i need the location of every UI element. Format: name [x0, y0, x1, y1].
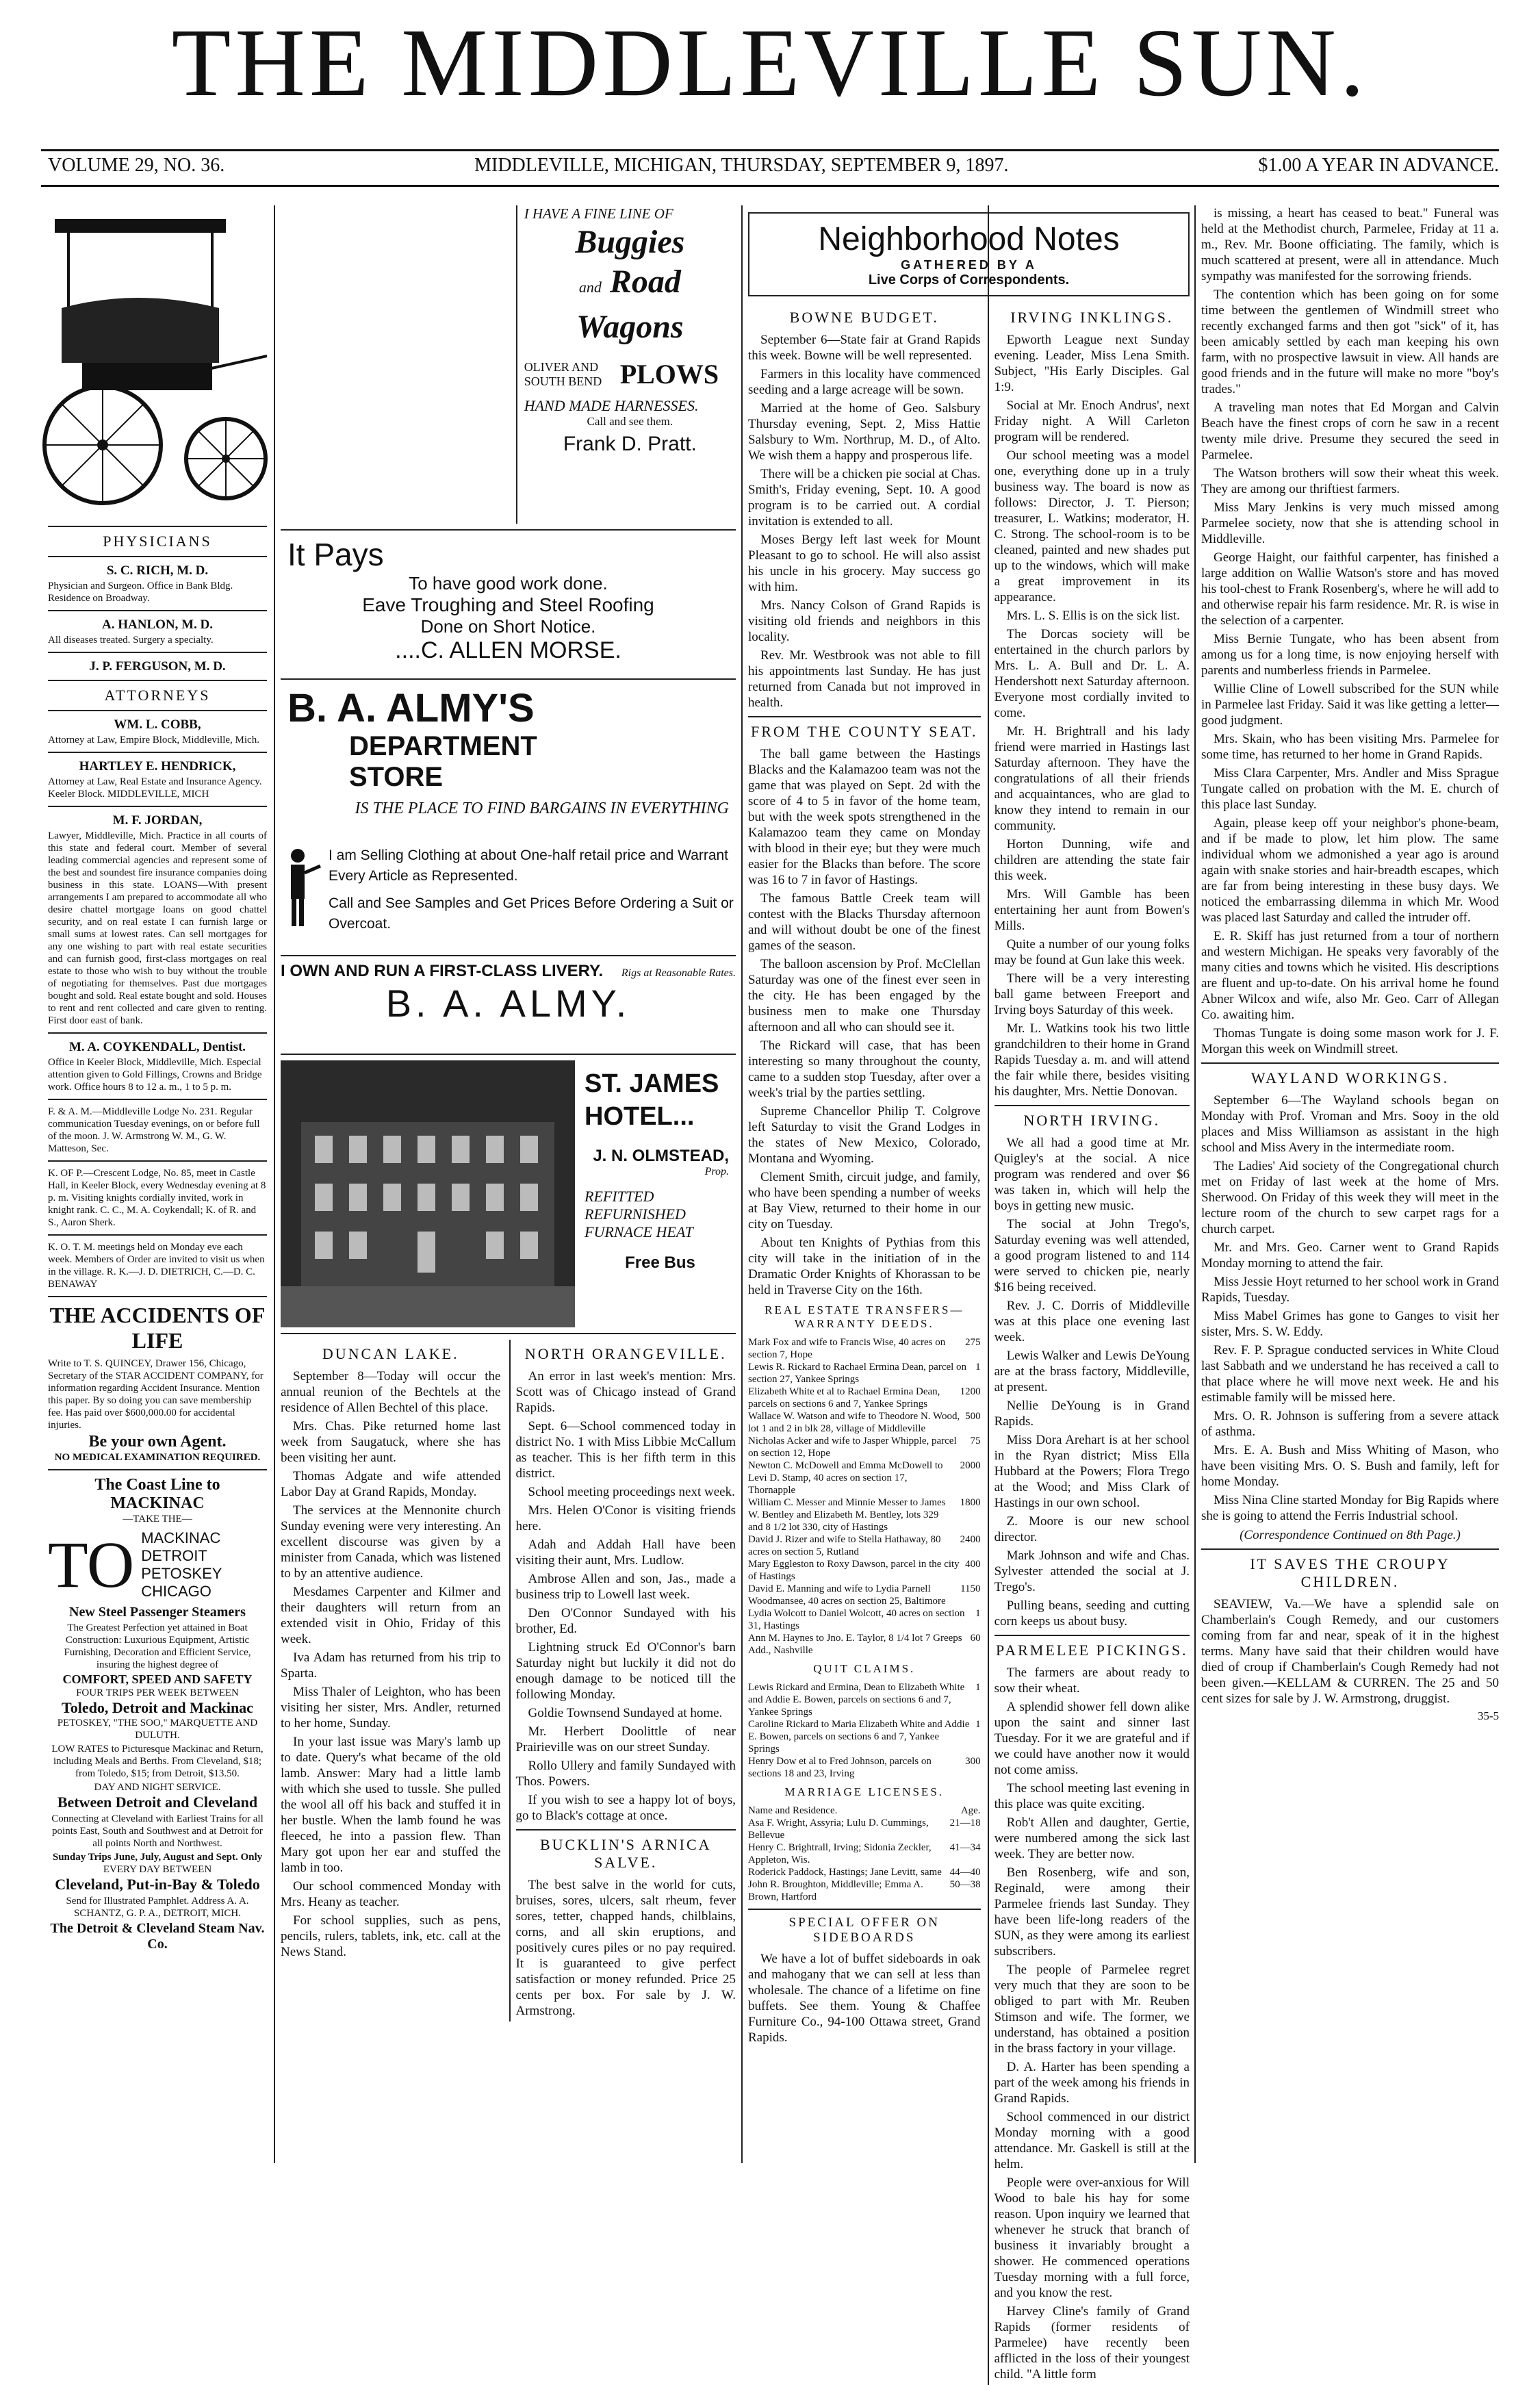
almy-sig: B. A. ALMY. [385, 982, 631, 1025]
news-paragraph: Goldie Townsend Sundayed at home. [528, 1706, 723, 1720]
news-paragraph: Miss Mary Jenkins is very much missed among Parmelee society, now that she is attending school in Middleville. [1201, 500, 1499, 546]
news-paragraph: Social at Mr. Enoch Andrus', next Friday night. A Will Carleton program will be rendered. [994, 398, 1190, 444]
section-heading: MARRIAGE LICENSES. [784, 1785, 945, 1798]
section-heading: BOWNE BUDGET. [789, 309, 939, 326]
news-paragraph: Miss Nina Cline started Monday for Big Rapids where she is going to attend the Ferris Industrial school. [1201, 1493, 1499, 1523]
news-col-5 [988, 303, 1190, 2385]
physician-text: All diseases treated. Surgery a specialty. [48, 635, 214, 646]
news-paragraph: Quite a number of our young folks may be found at Gun lake this week. [994, 937, 1190, 967]
dateline [48, 155, 1499, 177]
section-heading: DUNCAN LAKE. [322, 1345, 459, 1362]
buggy-ad-line: Road [609, 264, 681, 300]
news-paragraph: There will be a chicken pie social at Chas. Smith's, Friday evening, Sept. 10. A good program is to be carried out. A cordial invitation is extended to all. [748, 467, 981, 528]
coast-rates: LOW RATES to Picturesque Mackinac and Return, including Meals and Berths. From Cleveland, $18; from Toledo, $15; from Detroit, $13.50. [51, 1744, 264, 1779]
news-paragraph: Nellie DeYoung is in Grand Rapids. [994, 1399, 1190, 1429]
news-paragraph: We all had a good time at Mr. Quigley's at the social. A nice program was rendered and over $6 was taken in, which will help the boys in getting new music. [994, 1136, 1190, 1213]
coast-route-detail: PETOSKEY, "THE SOO," MARQUETTE AND DULUTH. [57, 1718, 258, 1741]
croup-num: 35-5 [1477, 1709, 1499, 1722]
lodge-notice: K. O. T. M. meetings held on Monday eve each week. Members of Order are invited to visit us when in the village. R. K.—J. D. DIETRICH, C.—D. C. BENAWAY [48, 1242, 265, 1290]
continued-note: (Correspondence Continued on 8th Page.) [1240, 1528, 1461, 1542]
news-paragraph: The contention which has been going on for some time between the gentlemen of Windmill street who recently exchanged farms and then got "sick" of it, has been amicably settled by each man keeping his own farm, with no prospective lawsuit in view. All hands are good friends and in the future will make no more "boy's trades." [1201, 288, 1499, 396]
croup-text: SEAVIEW, Va.—We have a splendid sale on Chamberlain's Cough Remedy, and our customers coming from far and near, speak of it in the highest terms. Many have said that their children would have died of croup if Chamberlain's Cough Remedy had not been given.—KELLAM & CURREN. The 25 and 50 cent sizes for sale by J. W. Armstrong, druggist. [1201, 1597, 1499, 1706]
news-paragraph: Lightning struck Ed O'Connor's barn Saturday night but luckily it did not do enough damage to be noticed till the following Monday. [515, 1640, 736, 1702]
news-paragraph: Mrs. O. R. Johnson is suffering from a severe attack of asthma. [1201, 1409, 1499, 1439]
news-paragraph: School meeting proceedings next week. [528, 1485, 735, 1499]
news-paragraph: Mrs. Will Gamble has been entertaining her aunt from Bowen's Mills. [994, 887, 1190, 933]
hotel-illustration [281, 1060, 575, 1327]
section-heading: QUIT CLAIMS. [813, 1662, 916, 1675]
news-paragraph: Miss Jessie Hoyt returned to her school work in Grand Rapids, Tuesday. [1201, 1275, 1499, 1305]
news-paragraph: Rob't Allen and daughter, Gertie, were numbered among the sick last week. They are better now. [994, 1815, 1190, 1861]
deed-row: Mark Fox and wife to Francis Wise, 40 acres on section 7, Hope 275 [748, 1337, 981, 1360]
news-paragraph: Clement Smith, circuit judge, and family, who have been spending a number of weeks at Bay View, returned to their home in our city on Tuesday. [748, 1170, 981, 1232]
section-heading: WAYLAND WORKINGS. [1250, 1069, 1450, 1086]
offer-text: We have a lot of buffet sideboards in oak and mahogany that we can sell at less than wholesale. The chance of a lifetime on fine buffets. See them. Young & Chaffee Furniture Co., 94-100 Ottawa street, Grand Rapids. [748, 1952, 981, 2045]
it-pays-name: ....C. ALLEN MORSE. [395, 637, 621, 663]
news-paragraph: Epworth League next Sunday evening. Leader, Miss Lena Smith. Subject, "His Early Disciples. Gal 1:9. [994, 333, 1190, 394]
news-paragraph: Our school meeting was a model one, everything done up in a truly business way. The board is now as follows: Director, J. T. Pierson; treasurer, L. Watkins; moderator, H. C. Strong. The school-room is to be cleaned, painted and new shades put up to the windows, which will make a great improvement in its appearance. [994, 448, 1190, 604]
section-heading: SPECIAL OFFER ON SIDEBOARDS [788, 1915, 940, 1945]
lower-news [281, 1340, 736, 2021]
news-paragraph: The ball game between the Hastings Blacks and the Kalamazoo team was not the game that was played on Sept. 2d with the score of 4 to 5 in favor of the home team, but with the week spots strengthened in the Kalamazoo team they came on Monday with blood in their eye; but they were much easier for the Blacks than before. The score was 16 to 7 in favor of Hastings. [748, 747, 981, 887]
buggy-ad [281, 205, 736, 524]
almy-rigs: Rigs at Reasonable Rates. [621, 967, 736, 979]
buggy-ad-line: Buggies [575, 224, 685, 260]
notes-banner [748, 212, 1190, 296]
volume: VOLUME 29, NO. 36. [48, 155, 225, 176]
news-paragraph: The Rickard will case, that has been interesting so many throughout the county, came to a sudden stop Tuesday, after over a week's trial by the parties settling. [748, 1038, 981, 1100]
coast-dest: PETOSKEY [141, 1565, 222, 1582]
news-paragraph: Supreme Chancellor Philip T. Colgrove left Saturday to visit the Grand Lodges in the states of New Mexico, Colorado, Montana and Wyoming. [748, 1104, 981, 1166]
news-paragraph: People were over-anxious for Will Wood to bale his hay for some reason. Upon inquiry we learned that whenever he struck that branch of business it invariably brought a shower. He commenced operations Tuesday morning with a full force, and you know the rest. [994, 2176, 1190, 2300]
marriage-row: Henry C. Brightrall, Irving; Sidonia Zeckler, Appleton, Wis. 41—34 [748, 1842, 981, 1865]
news-paragraph: September 6—The Wayland schools began on Monday with Prof. Vroman and Mrs. Sooy in the old places and Miss Williamson as assistant in the high school and Miss Avery in the intermediate room. [1201, 1093, 1499, 1155]
attorney-name: HARTLEY E. HENDRICK, [79, 759, 236, 774]
news-paragraph: Mr. H. Brightrall and his lady friend were married in Hastings last Saturday afternoon. They have the congratulations of all their friends and acquaintances, who are glad to know they intend to remain in our community. [994, 724, 1190, 833]
coast-take: —TAKE THE— [123, 1514, 192, 1525]
coast-route: Cleveland, Put-in-Bay & Toledo [55, 1876, 260, 1893]
news-paragraph: Mr. and Mrs. Geo. Carner went to Grand Rapids Monday morning to attend the fair. [1201, 1240, 1499, 1271]
section-heading: NORTH IRVING. [1023, 1112, 1161, 1129]
buggy-ad-intro: I HAVE A FINE LINE OF [524, 205, 673, 222]
news-paragraph: Mrs. E. A. Bush and Miss Whiting of Mason, who have been visiting Mrs. O. S. Bush and family, left for home Monday. [1201, 1443, 1499, 1489]
column-rule [1194, 205, 1196, 2163]
accidents-noexam: NO MEDICAL EXAMINATION REQUIRED. [54, 1452, 261, 1463]
deed-row: Mary Eggleston to Roxy Dawson, parcel in the city of Hastings 400 [748, 1559, 981, 1582]
news-paragraph: The Dorcas society will be entertained in the church parlors by Mrs. L. A. Bull and Dr. L. A. Hendershott next Saturday afternoon. Everyone most cordially invited to come. [994, 627, 1190, 720]
coast-destinations [48, 1529, 267, 1600]
news-paragraph: Mrs. Chas. Pike returned home last week from Saugatuck, where she has been visiting her aunt. [281, 1419, 501, 1465]
news-col-4 [748, 303, 981, 2385]
deed-row: Nicholas Acker and wife to Jasper Whipple, parcel on section 12, Hope 75 [748, 1436, 981, 1459]
notes-sub: Live Corps of Correspondents. [868, 272, 1070, 288]
news-paragraph: is missing, a heart has ceased to beat." Funeral was held at the Methodist church, Parmelee, Friday at 11 a. m., Rev. Mr. Boone officiating. The family, which is much scattered at present, were all in attendance. Much sympathy was manifested for the sorrowing friends. [1201, 206, 1499, 283]
attorney-text: Attorney at Law, Empire Block, Middleville, Mich. [48, 735, 259, 745]
dentist-text: Office in Keeler Block, Middleville, Mich. Especial attention given to Gold Fillings, Crowns and Bridge work. Office hours 8 to 12 a. m., 1 to 5 p. m. [48, 1057, 262, 1093]
almy-place: IS THE PLACE TO FIND BARGAINS IN EVERYTHING [355, 800, 729, 817]
news-paragraph: Mr. L. Watkins took his two little grandchildren to their home in Grand Rapids Tuesday a. m. and will attend the fair while there, besides visiting his daughter, Mrs. Nettie Donovan. [994, 1021, 1190, 1099]
price: $1.00 A YEAR IN ADVANCE. [1258, 155, 1499, 176]
news-paragraph: Iva Adam has returned from his trip to Sparta. [281, 1650, 501, 1681]
news-paragraph: A splendid shower fell down alike upon the saint and sinner last Tuesday. For it we are grateful and if we could have another now it would not come amiss. [994, 1700, 1190, 1777]
news-paragraph: Mr. Herbert Doolittle of near Prairieville was on our street Sunday. [515, 1724, 736, 1755]
news-paragraph: Rev. Mr. Westbrook was not able to fill his appointments last Sunday. He has just returned from Canada but not improved in health. [748, 648, 981, 710]
news-paragraph: Sept. 6—School commenced today in district No. 1 with Miss Libbie McCallum as teacher. This is her fifth term in this district. [515, 1419, 736, 1481]
news-paragraph: Farmers in this locality have commenced seeding and a large acreage will be sown. [748, 367, 981, 397]
quit-claim-row: Henry Dow et al to Fred Johnson, parcels on sections 18 and 23, Irving 300 [748, 1756, 981, 1779]
news-paragraph: Rev. J. C. Dorris of Middleville was at this place one evening last week. [994, 1299, 1190, 1344]
accidents-text: Write to T. S. QUINCEY, Drawer 156, Chicago, Secretary of the STAR ACCIDENT COMPANY, for information regarding Accident Insurance. Mention this paper. By so doing you can save membership fee. Has paid over $600,000.00 for accidental injuries. [48, 1358, 264, 1431]
coast-desc: The Greatest Perfection yet attained in Boat Construction: Luxurious Equipment, Artistic Furnishing, Decoration and Efficient Service, insuring the highest degree of [64, 1622, 251, 1670]
news-paragraph: E. R. Skiff has just returned from a tour of northern and western Michigan. He speaks very favorably of the many cities and towns which he visited. His descriptions are fluent and up-to-date. On his arrival home he found Abner Wilcox and wife, also Mr. Geo. Carr of Allegan Co. awaiting him. [1201, 929, 1499, 1022]
news-paragraph: September 8—Today will occur the annual reunion of the Bechtels at the residence of Allen Bechtel of this place. [281, 1369, 501, 1415]
pointing-man-icon [281, 845, 329, 934]
coast-route: Toledo, Detroit and Mackinac [62, 1699, 253, 1716]
buggy-ad-line: Wagons [576, 309, 684, 345]
marriage-row: Roderick Paddock, Hastings; Jane Levitt, same 44—40 [748, 1867, 981, 1878]
physician-name: S. C. RICH, M. D. [106, 563, 209, 578]
buggy-ad-call: Call and see them. [587, 415, 673, 428]
column-6 [1201, 205, 1499, 2170]
news-paragraph: About ten Knights of Pythias from this city will take in the initiation of in the Dramatic Order Knights of Khorassan to be held in Traverse City on the 16th. [748, 1236, 981, 1297]
buggy-ad-and: and [578, 279, 602, 296]
place-date: MIDDLEVILLE, MICHIGAN, THURSDAY, SEPTEMBER 9, 1897. [474, 155, 1009, 176]
coast-dest: DETROIT [141, 1547, 207, 1564]
column-1 [48, 205, 267, 2170]
deed-row: William C. Messer and Minnie Messer to James W. Bentley and Elizabeth M. Bentley, lots 329 and 8 1/2 lot 330, city of Hastings 1800 [748, 1497, 981, 1533]
arnica-text: The best salve in the world for cuts, bruises, sores, ulcers, salt rheum, fever sores, tetter, chapped hands, chilblains, corns, and all skin eruptions, and positively cures piles or no pay required. It is guaranteed to give perfect satisfaction or money refunded. Price 25 cents per box. For sale by J. W. Armstrong. [515, 1878, 736, 2018]
attorney-text: Attorney at Law, Real Estate and Insurance Agency. Keeler Block. MIDDLEVILLE, MICH [48, 776, 262, 800]
section-heading: REAL ESTATE TRANSFERS—WARRANTY DEEDS. [765, 1303, 964, 1330]
column-rule [741, 205, 743, 2163]
lodge-notice: K. OF P.—Crescent Lodge, No. 85, meet in Castle Hall, in Keeler Block, every Wednesday evening at 8 p. m. Visiting knights cordially invited, work in knight rank. C. C., M. A. Coykendall; K. of R. and S., Aaron Sherk. [48, 1168, 266, 1228]
news-paragraph: Thomas Adgate and wife attended Labor Day at Grand Rapids, Monday. [281, 1469, 501, 1499]
column-rule [274, 205, 275, 2163]
it-pays-line: Done on Short Notice. [420, 616, 596, 637]
coast-company: The Detroit & Cleveland Steam Nav. Co. [50, 1921, 265, 1952]
news-paragraph: Ambrose Allen and son, Jas., made a business trip to Lowell last week. [515, 1572, 736, 1602]
almy-ad [281, 685, 736, 1048]
lodge-notice: F. & A. M.—Middleville Lodge No. 231. Regular communication Tuesday evenings, on or before full of the moon. J. W. Armstrong W. M., G. W. Matteson, Sec. [48, 1106, 260, 1154]
almy-store: STORE [349, 762, 444, 792]
news-paragraph: The social at John Trego's, Saturday evening was well attended, a good program listened to and 114 were served to chicken pie, nearly $16 being received. [994, 1217, 1190, 1294]
news-paragraph: Again, please keep off your neighbor's phone-beam, and if be made to plow, let him plow. The same individual whom we admonished a year ago is around again with snake stories and hair-breadth escapes, which are far from being interesting in these busy days. We noticed the embarrassing dilemma in which Mr. Wood was placed last Saturday and called the intruder off. [1201, 816, 1499, 925]
ads-column [281, 205, 736, 2170]
physician-text: Physician and Surgeon. Office in Bank Bldg. Residence on Broadway. [48, 581, 233, 604]
news-paragraph: A traveling man notes that Ed Morgan and Calvin Beach have the finest crops of corn he saw in a recent twenty mile drive. Presume they secured the seed in Parmelee. [1201, 400, 1499, 462]
coast-to: TO [48, 1528, 135, 1601]
news-paragraph: Adah and Addah Hall have been visiting their aunt, Mrs. Ludlow. [515, 1538, 736, 1568]
buggy-illustration [48, 205, 267, 520]
news-paragraph: Z. Moore is our new school director. [994, 1514, 1190, 1544]
news-paragraph: Mark Johnson and wife and Chas. Sylvester attended the social at J. Trego's. [994, 1548, 1190, 1594]
news-paragraph: In your last issue was Mary's lamb up to date. Query's what became of the old lamb. Answer: Mary had a little lamb with which she used to tussle. She pulled the wool all off his back and stuffed it in her bustle. When the lamb found he was fleeced, he into a passion flew. Than Mary got upon her ear and stuffed the lamb in too. [281, 1735, 501, 1875]
hotel-ad [281, 1060, 736, 1327]
buggy-ad-name: Frank D. Pratt. [563, 433, 697, 455]
masthead: THE MIDDLEVILLE SUN. [171, 8, 1369, 116]
hotel-prop: Prop. [704, 1166, 729, 1177]
coast-comfort: COMFORT, SPEED AND SAFETY [62, 1672, 253, 1686]
hotel-name: ST. JAMES HOTEL... [585, 1069, 719, 1131]
it-pays-line: To have good work done. [409, 573, 608, 594]
section-heading: IRVING INKLINGS. [1010, 309, 1174, 326]
news-paragraph: September 6—State fair at Grand Rapids this week. Bowne will be well represented. [748, 333, 981, 363]
news-paragraph: Lewis Walker and Lewis DeYoung are at the brass factory, Middleville, at present. [994, 1349, 1190, 1394]
coast-send: Send for Illustrated Pamphlet. Address A. A. SCHANTZ, G. P. A., DETROIT, MICH. [66, 1896, 249, 1919]
news-paragraph: Miss Bernie Tungate, who has been absent from among us for a long time, is now enjoying herself with parents and numberless friends in Parmelee. [1201, 632, 1499, 678]
coast-four: FOUR TRIPS PER WEEK BETWEEN [76, 1687, 239, 1698]
news-paragraph: The farmers are about ready to sow their wheat. [994, 1666, 1190, 1696]
hotel-bus: Free Bus [625, 1253, 695, 1272]
coast-daynight: DAY AND NIGHT SERVICE. [94, 1782, 221, 1793]
news-paragraph: Married at the home of Geo. Salsbury Thursday evening, Sept. 2, Miss Hattie Salsbury to Wm. Northrup, M. D., of Alto. We wish them a happy and prosperous life. [748, 401, 981, 463]
section-heading: IT SAVES THE CROUPY CHILDREN. [1250, 1555, 1450, 1590]
news-paragraph: Rollo Ullery and family Sundayed with Thos. Powers. [515, 1759, 736, 1789]
news-paragraph: For school supplies, such as pens, pencils, rulers, tablets, ink, etc. call at the News Stand. [281, 1913, 501, 1959]
news-paragraph: There will be a very interesting ball game between Freeport and Irving boys Saturday of this week. [994, 971, 1190, 1017]
news-paragraph: The Ladies' Aid society of the Congregational church met on Friday of last week at the home of Mrs. Sherwood. On Friday of this week they will meet in the lecture room of the church to sew carpet rags for a church carpet. [1201, 1159, 1499, 1236]
buggy-icon [48, 205, 267, 520]
news-paragraph: The services at the Mennonite church Sunday evening were very interesting. An excellent discourse was given by a minister from Canada, which was listened to by an attentive audience. [281, 1503, 501, 1581]
marriage-row: Asa F. Wright, Assyria; Lulu D. Cummings, Bellevue 21—18 [748, 1818, 981, 1841]
buggy-ad-plows-left: OLIVER AND SOUTH BEND [524, 359, 602, 388]
news-paragraph: The people of Parmelee regret very much that they are soon to be obliged to part with Mr. Reuben Stimson and wife. The former, we understand, has obtained a position in the brass factory in your village. [994, 1963, 1190, 2056]
coast-route-detail: Connecting at Cleveland with Earliest Trains for all points East, South and Southwest and at Detroit for all points North and Northwest. [51, 1813, 264, 1849]
deed-row: Wallace W. Watson and wife to Theodore N. Wood, lot 1 and 2 in blk 28, village of Middleville 500 [748, 1411, 981, 1434]
almy-name: B. A. ALMY'S [287, 686, 535, 730]
deed-row: Lydia Wolcott to Daniel Wolcott, 40 acres on section 31, Hastings 1 [748, 1608, 981, 1631]
hotel-feature: REFURNISHED [585, 1206, 686, 1223]
coast-title: The Coast Line to MACKINAC [94, 1476, 220, 1512]
news-paragraph: Rev. F. P. Sprague conducted services in White Cloud last Sabbath and we understand he has received a call to that place where he will move next week. He and his estimable family will be missed here. [1201, 1343, 1499, 1405]
almy-clothing: I am Selling Clothing at about One-half retail price and Warrant Every Article as Represented. [329, 847, 729, 884]
attorneys-heading: ATTORNEYS [104, 687, 211, 704]
deed-row: Newton C. McDowell and Emma McDowell to Levi D. Stamp, 40 acres on section 17, Thornapple 2000 [748, 1460, 981, 1496]
news-columns [748, 205, 1190, 2382]
news-paragraph: Mrs. Nancy Colson of Grand Rapids is visiting old friends and neighbors in this locality. [748, 598, 981, 644]
news-paragraph: Our school commenced Monday with Mrs. Heany as teacher. [281, 1879, 501, 1909]
it-pays-line: Eave Troughing and Steel Roofing [362, 594, 654, 615]
physicians-heading: PHYSICIANS [103, 533, 212, 550]
news-paragraph: Harvey Cline's family of Grand Rapids (former residents of Parmelee) have recently been afflicted in the loss of their youngest child. "A little form [994, 2304, 1190, 2382]
deed-row: David J. Rizer and wife to Stella Hathaway, 80 acres on section 5, Rutland 2400 [748, 1534, 981, 1557]
news-paragraph: Den O'Connor Sundayed with his brother, Ed. [515, 1606, 736, 1636]
physician-name: J. P. FERGUSON, M. D. [89, 659, 226, 674]
attorney-text: Lawyer, Middleville, Mich. Practice in all courts of this state and federal court. Member of several leading commercial agencies and represent some of the best and soundest fire insurance companies doing business in this state. LOANS—With present arrangements I am prepared to accommodate all who desire chattel mortgage loans on good chattel security, and on real estate I can furnish large or small sums at lowest rates. Can sell mortgages for any one wishing to part with real estate securities and can furnish good, first-class mortgages on real estate to those who wish to buy without the trouble of negotiating for themselves. Past due mortgages bought and sold. Real estate bought and sold. Houses to rent and rent collected and care given to renting. First door east of bank. [48, 830, 267, 1026]
almy-call: Call and See Samples and Get Prices Before Ordering a Suit or Overcoat. [329, 895, 734, 932]
buggy-ad-harness: HAND MADE HARNESSES. [524, 397, 699, 414]
section-heading: BUCKLIN'S ARNICA SALVE. [539, 1836, 712, 1871]
almy-dept: DEPARTMENT [349, 731, 537, 761]
news-paragraph: If you wish to see a happy lot of boys, go to Black's cottage at once. [515, 1793, 736, 1823]
news-paragraph: Ben Rosenberg, wife and son, Reginald, were among their Parmelee friends last Sunday. They have been life-long readers of the SUN, as they were among its earliest subscribers. [994, 1865, 1190, 1959]
buggy-ad-plows: PLOWS [619, 359, 719, 390]
news-paragraph: George Haight, our faithful carpenter, has finished a large addition on Wallie Watson's store and has moved his tool-chest to Frank Rosenberg's, where he will add to and otherwise repair his farm residence. Mr. R. is wise in the selection of a carpenter. [1201, 550, 1499, 628]
duncan-lake [281, 1340, 501, 2021]
section-heading: FROM THE COUNTY SEAT. [751, 723, 978, 740]
news-paragraph: The Watson brothers will sow their wheat this week. They are among our thriftiest farmers. [1201, 466, 1499, 496]
news-paragraph: Miss Clara Carpenter, Mrs. Andler and Miss Sprague Tungate called on probation with the M. E. church of this place last Sunday. [1201, 766, 1499, 812]
north-orangeville [509, 1340, 736, 2021]
almy-livery: I OWN AND RUN A FIRST-CLASS LIVERY. [281, 962, 604, 980]
coast-every: EVERY DAY BETWEEN [103, 1864, 212, 1875]
news-paragraph: Willie Cline of Lowell subscribed for the SUN while in Parmelee last Friday. Said it was like getting a letter—good judgment. [1201, 682, 1499, 728]
news-paragraph: Miss Mabel Grimes has gone to Ganges to visit her sister, Mrs. S. W. Eddy. [1201, 1309, 1499, 1339]
it-pays-ad [281, 536, 736, 673]
attorney-name: M. F. JORDAN, [112, 813, 203, 828]
masthead-rule-top [41, 149, 1499, 151]
news-paragraph: Miss Dora Arehart is at her school in the Ryan district; Miss Ella Hubbard at the Powers; Flora Trego at the Wood; and Miss Clark of Hastings in our own school. [994, 1433, 1190, 1510]
marriage-header: Name and Residence. Age. [748, 1805, 981, 1816]
section-heading: PARMELEE PICKINGS. [996, 1642, 1188, 1659]
coast-dest: MACKINAC [141, 1529, 221, 1546]
news-paragraph: Mesdames Carpenter and Kilmer and their daughters will return from an extended visit in Ohio, Friday of this week. [281, 1585, 501, 1646]
notes-title: Neighborhood Notes [818, 221, 1120, 257]
notes-sub: GATHERED BY A [901, 258, 1037, 272]
news-paragraph: The famous Battle Creek team will contest with the Blacks Thursday afternoon and will without doubt be one of the finest games of the season. [748, 891, 981, 953]
hotel-feature: REFITTED [585, 1188, 654, 1205]
news-paragraph: Thomas Tungate is doing some mason work for J. F. Morgan this week on Windmill street. [1201, 1026, 1499, 1056]
news-paragraph: Pulling beans, seeding and cutting corn keeps us about busy. [994, 1598, 1190, 1629]
news-paragraph: Mrs. Helen O'Conor is visiting friends here. [515, 1503, 736, 1533]
marriage-row: John R. Broughton, Middleville; Emma A. Brown, Hartford 50—38 [748, 1879, 981, 1902]
coast-dest: CHICAGO [141, 1583, 211, 1600]
accidents-title: THE ACCIDENTS OF LIFE [49, 1303, 266, 1353]
coast-route: Between Detroit and Cleveland [57, 1794, 258, 1811]
masthead-rule-bottom [41, 185, 1499, 187]
physician-name: A. HANLON, M. D. [101, 617, 214, 632]
dentist-name: M. A. COYKENDALL, Dentist. [68, 1040, 246, 1054]
accidents-agent: Be your own Agent. [88, 1433, 227, 1451]
quit-claim-row: Lewis Rickard and Ermina, Dean to Elizabeth White and Addie E. Bowen, parcels on sections 6 and 7, Yankee Springs 1 [748, 1682, 981, 1718]
hotel-feature: FURNACE HEAT [585, 1223, 693, 1240]
news-paragraph: Miss Thaler of Leighton, who has been visiting her sister, Mrs. Andler, returned to her home, Sunday. [281, 1685, 501, 1731]
it-pays-title: It Pays [287, 537, 384, 572]
coast-steamers: New Steel Passenger Steamers [69, 1605, 246, 1620]
news-paragraph: Horton Dunning, wife and children are attending the state fair this week. [994, 837, 1190, 883]
news-paragraph: Moses Bergy left last week for Mount Pleasant to go to school. He will also assist his uncle in his grocery. May success go with him. [748, 533, 981, 594]
news-paragraph: The balloon ascension by Prof. McClellan Saturday was one of the finest ever seen in the city. He has been engaged by the business men to make one Thursday afternoon and all who can should see it. [748, 957, 981, 1034]
news-paragraph: Mrs. Skain, who has been visiting Mrs. Parmelee for some time, has returned to her home in Grand Rapids. [1201, 732, 1499, 762]
news-paragraph: The school meeting last evening in this place was quite exciting. [994, 1781, 1190, 1811]
news-paragraph: An error in last week's mention: Mrs. Scott was of Chicago instead of Grand Rapids. [515, 1369, 736, 1415]
hotel-owner: J. N. OLMSTEAD, [593, 1147, 729, 1165]
coast-sunday: Sunday Trips June, July, August and Sept. Only [52, 1852, 263, 1863]
deed-row: David E. Manning and wife to Lydia Parnell Woodmansee, 40 acres on section 25, Baltimore 1150 [748, 1583, 981, 1607]
deed-row: Ann M. Haynes to Jno. E. Taylor, 8 1/4 lot 7 Greeps Add., Nashville 60 [748, 1633, 981, 1656]
deed-row: Elizabeth White et al to Rachael Ermina Dean, parcels on sections 6 and 7, Yankee Springs 1200 [748, 1386, 981, 1410]
attorney-name: WM. L. COBB, [114, 717, 201, 732]
section-heading: NORTH ORANGEVILLE. [524, 1345, 727, 1362]
news-paragraph: D. A. Harter has been spending a part of the week among his friends in Grand Rapids. [994, 2060, 1190, 2106]
news-paragraph: Mrs. L. S. Ellis is on the sick list. [1006, 609, 1180, 623]
quit-claim-row: Caroline Rickard to Maria Elizabeth White and Addie E. Bowen, parcels on sections 6 and 7, Yankee Springs 1 [748, 1719, 981, 1755]
news-paragraph: School commenced in our district Monday morning with a good attendance. Mr. Gaskell is still at the helm. [994, 2110, 1190, 2171]
deed-row: Lewis R. Rickard to Rachael Ermina Dean, parcel on section 27, Yankee Springs 1 [748, 1362, 981, 1385]
